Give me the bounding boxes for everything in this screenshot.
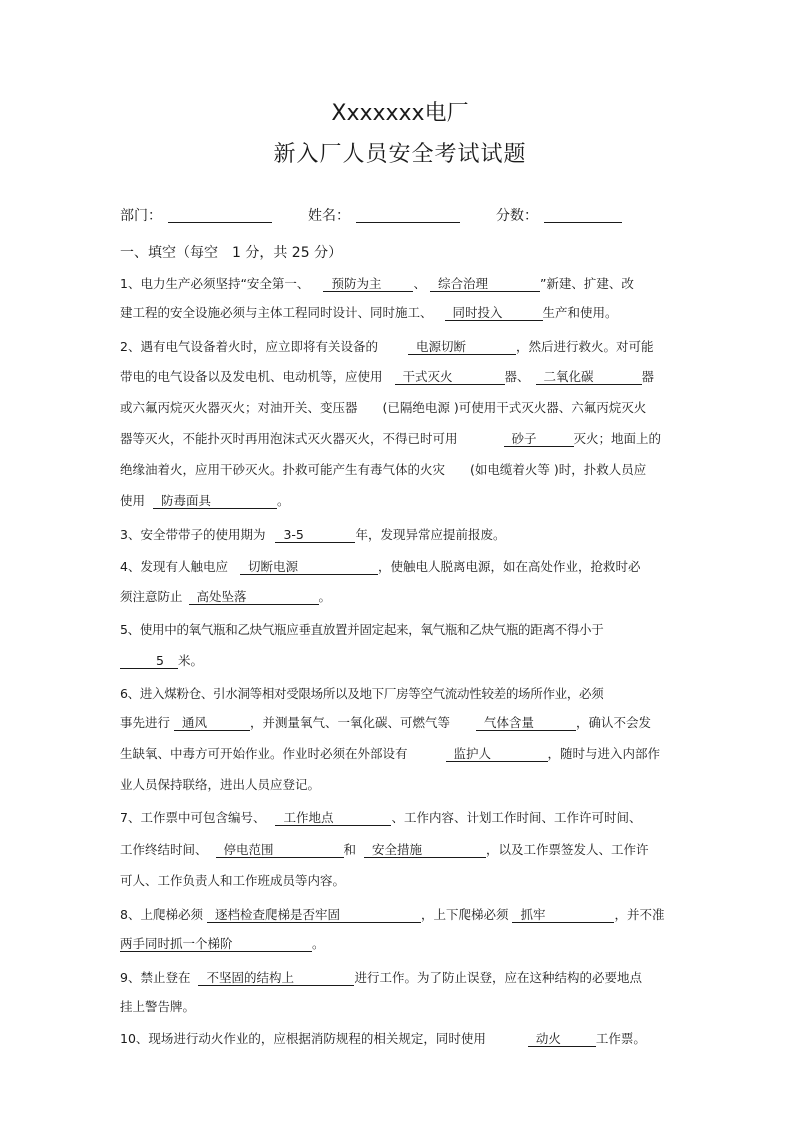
exam-title: 新入厂人员安全考试试题 — [273, 142, 527, 167]
answer-blank: 抓牢 — [512, 908, 614, 923]
answer-blank: 逐档检查爬梯是否牢固 — [207, 908, 421, 923]
question-6-line-1: 6、进入煤粉仓、引水洞等相对受限场所以及地下厂房等空气流动性较差的场所作业，必须 — [120, 686, 604, 701]
department-blank[interactable] — [168, 207, 272, 223]
question-7-line-3: 可人、工作负责人和工作班成员等内容。 — [120, 873, 346, 888]
question-2-line-6: 使用 防毒面具 。 — [120, 493, 290, 508]
answer-blank: 不坚固的结构上 — [198, 971, 354, 986]
answer-blank: 两手同时抓一个梯阶 — [120, 937, 312, 952]
question-7-line-2: 工作终结时间、 停电范围 和 安全措施 ，以及工作票签发人、工作许 — [120, 842, 649, 857]
question-5-line-1: 5、使用中的氧气瓶和乙炔气瓶应垂直放置并固定起来，氧气瓶和乙炔气瓶的距离不得小于 — [120, 622, 604, 637]
answer-blank: 工作地点 — [275, 811, 391, 826]
answer-blank: 切断电源 — [240, 560, 378, 575]
question-10-line-1: 10、现场进行动火作业的，应根据消防规程的相关规定，同时使用 动火 工作票。 — [120, 1031, 646, 1046]
answer-blank: 电源切断 — [408, 340, 516, 355]
answer-blank: 同时投入 — [445, 306, 543, 321]
question-2-line-3: 或六氟丙烷灭火器灭火；对油开关、变压器 (已隔绝电源 )可使用干式灭火器、六氟丙烷灭火 — [120, 400, 647, 415]
score-blank[interactable] — [544, 207, 622, 223]
answer-blank: 安全措施 — [364, 843, 486, 858]
question-9-line-1: 9、禁止登在 不坚固的结构上 进行工作。为了防止误登，应在这种结构的必要地点 — [120, 970, 642, 985]
question-6-line-4: 业人员保持联络，进出人员应登记。 — [120, 777, 321, 792]
answer-blank: 砂子 — [504, 432, 574, 447]
answer-blank: 停电范围 — [216, 843, 344, 858]
answer-blank: 动火 — [528, 1032, 596, 1047]
answer-blank: 干式灭火 — [395, 370, 505, 385]
question-1-line-1: 1、电力生产必须坚持“安全第一、 预防为主 、 综合治理 ”新建、扩建、改 — [120, 276, 634, 291]
question-2-line-1: 2、遇有电气设备着火时，应立即将有关设备的 电源切断 ，然后进行救火。对可能 — [120, 339, 654, 354]
name-label: 姓名： — [308, 208, 350, 224]
question-2-line-4: 器等灭火，不能扑灭时再用泡沫式灭火器灭火，不得已时可用 砂子 灭火；地面上的 — [120, 431, 662, 446]
answer-blank: 二氧化碳 — [536, 370, 642, 385]
department-label: 部门： — [120, 208, 162, 224]
name-blank[interactable] — [356, 207, 460, 223]
question-8-line-2: 两手同时抓一个梯阶 。 — [120, 936, 325, 951]
name-field — [308, 205, 460, 225]
section-heading: 一、填空（每空 1 分，共 25 分） — [120, 245, 343, 261]
score-label: 分数： — [496, 208, 538, 224]
company-title: Xxxxxxx电厂 — [331, 101, 469, 126]
answer-blank: 气体含量 — [476, 716, 576, 731]
question-8-line-1: 8、上爬梯必须 逐档检查爬梯是否牢固 ，上下爬梯必须 抓牢 ，并不准 — [120, 907, 665, 922]
answer-blank: 5 — [120, 654, 178, 669]
answer-blank: 综合治理 — [430, 277, 540, 292]
question-7-line-1: 7、工作票中可包含编号、 工作地点 、工作内容、计划工作时间、工作许可时间、 — [120, 810, 642, 825]
answer-blank: 高处坠落 — [189, 590, 319, 605]
answer-blank: 防毒面具 — [153, 494, 277, 509]
question-4-line-2: 须注意防止 高处坠落 。 — [120, 589, 332, 604]
question-6-line-2: 事先进行 通风 ，并测量氧气、一氧化碳、可燃气等 气体含量 ，确认不会发 — [120, 715, 652, 730]
answer-blank: 通风 — [174, 716, 250, 731]
answer-blank: 监护人 — [446, 747, 548, 762]
score-field — [496, 205, 622, 225]
question-9-line-2: 挂上警告牌。 — [120, 999, 196, 1014]
question-6-line-3: 生缺氧、中毒方可开始作业。作业时必须在外部设有 监护人 ，随时与进入内部作 — [120, 746, 661, 761]
question-3-line-1: 3、安全带带子的使用期为 3-5 年，发现异常应提前报废。 — [120, 527, 506, 542]
question-1-line-2: 建工程的安全设施必须与主体工程同时设计、同时施工、 同时投入 生产和使用。 — [120, 305, 618, 320]
question-2-line-5: 绝缘油着火，应用干砂灭火。扑救可能产生有毒气体的火灾 (如电缆着火等 )时，扑救人员应 — [120, 462, 647, 477]
question-5-line-2: 5 米。 — [120, 653, 203, 669]
department-field — [120, 205, 272, 225]
answer-blank: 3-5 — [275, 528, 355, 543]
question-4-line-1: 4、发现有人触电应 切断电源 ，使触电人脱离电源，如在高处作业，抢救时必 — [120, 559, 641, 574]
question-2-line-2: 带电的电气设备以及发电机、电动机等，应使用 干式灭火 器、 二氧化碳 器 — [120, 369, 655, 384]
answer-blank: 预防为主 — [323, 277, 413, 292]
